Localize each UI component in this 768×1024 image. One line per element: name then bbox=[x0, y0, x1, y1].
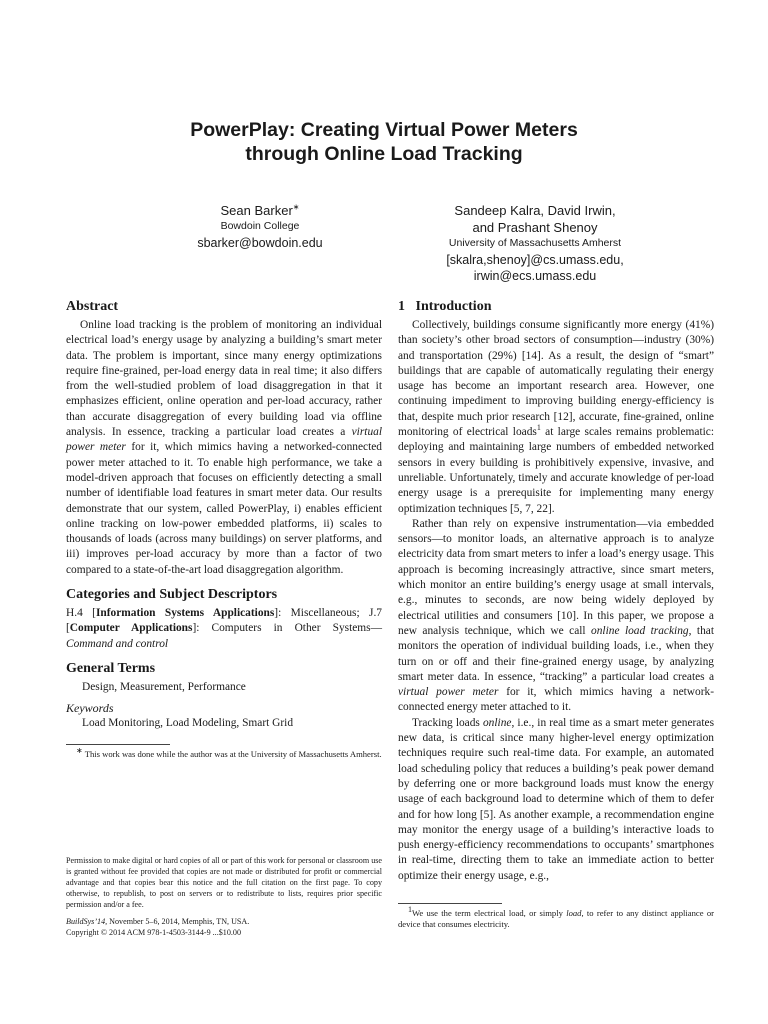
introduction-heading bbox=[398, 298, 714, 316]
author-name-text: Sean Barker bbox=[220, 203, 293, 218]
categories-part-1: H.4 [ bbox=[66, 607, 96, 620]
intro-footnote-text-a: We use the term electrical load, or simply bbox=[412, 908, 567, 918]
intro-p2-text-a: Rather than rely on expensive instrumentation—via embedded sensors—to monitor loads, an alternative approach is to analyze electricity data from smart meters to infer a load’s energy usage. This approach is becoming increasingly attractive, since smart meters, which monitor an entire building’s energy usage at small intervals, e.g., minutes to seconds, are now being widely deployed by electrical utilities and consumers [10]. In this paper, we propose a new analysis technique, which we call bbox=[398, 517, 714, 637]
categories-heading: Categories and Subject Descriptors bbox=[66, 587, 278, 603]
categories-text bbox=[66, 606, 382, 652]
section-title: Introduction bbox=[415, 299, 492, 314]
intro-p1-text-a: Collectively, buildings consume significantly more energy (41%) than society’s other broad sectors of consumption—industry (30%) and transportation (29%) [14]. As a result, the design of “smart” buildings that are capable of automatically regulating their energy usage has become an important research area. However, one continuing impediment to improving building energy-efficiency is that, despite much prior research [12], accurate, fine-grained, online monitoring of electrical loads bbox=[398, 319, 714, 439]
general-terms-text: Design, Measurement, Performance bbox=[82, 680, 246, 693]
permission-text: Permission to make digital or hard copies of all or part of this work for personal or classroom use is granted without fee provided that copies are not made or distributed for profit or commercial advantage and that copies bear this notice and the full citation on the first page. To copy otherwise, to republish, to post on servers or to redistribute to lists, requires prior specific permission and/or a fee. bbox=[66, 856, 382, 909]
general-terms-heading: General Terms bbox=[66, 660, 156, 676]
paper-title bbox=[0, 118, 768, 166]
intro-p3-text-a: Tracking loads bbox=[412, 716, 483, 729]
conference-name: BuildSys’14, bbox=[66, 917, 108, 926]
intro-p2-italic-2: virtual power meter bbox=[398, 686, 499, 699]
categories-italic: Command and control bbox=[66, 637, 169, 650]
title-line-2: through Online Load Tracking bbox=[245, 143, 523, 165]
author-name bbox=[150, 202, 370, 219]
section-number: 1 bbox=[398, 299, 405, 314]
footnote-ref: 1 bbox=[536, 423, 541, 433]
intro-p2-italic-1: online load tracking bbox=[591, 624, 689, 637]
intro-footnote-italic: load bbox=[566, 908, 582, 918]
author-email-line-1: [skalra,shenoy]@cs.umass.edu, bbox=[446, 253, 624, 267]
author-names-line-2: and Prashant Shenoy bbox=[472, 220, 598, 235]
categories-bold-1: Information Systems Applications bbox=[95, 607, 275, 620]
author-block-right bbox=[400, 202, 670, 284]
title-line-1: PowerPlay: Creating Virtual Power Meters bbox=[190, 119, 578, 141]
intro-p3-italic: online bbox=[482, 716, 512, 729]
author-footnote-mark: ∗ bbox=[76, 745, 83, 755]
author-footnote bbox=[66, 745, 382, 760]
footnote-rule bbox=[66, 744, 170, 745]
intro-footnote-mark: 1 bbox=[408, 905, 412, 915]
conference-details: November 5–6, 2014, Memphis, TN, USA. bbox=[107, 917, 250, 926]
author-block-left bbox=[150, 202, 370, 251]
author-footnote-text: This work was done while the author was at the University of Massachusetts Amherst. bbox=[84, 748, 382, 759]
left-column bbox=[66, 298, 382, 760]
footnote-rule bbox=[398, 903, 502, 904]
right-column bbox=[398, 298, 714, 884]
right-column-footnote bbox=[398, 903, 714, 930]
conference-line bbox=[66, 916, 382, 927]
intro-p3-text-b: , i.e., in real time as a smart meter generates new data, is critical since many higher-level energy optimization techniques require such real-time data. For example, an automated load scheduling policy that reduces a building’s peak power demand by deferring one or more background loads must know the energy usage of each background load to determine which of them to defer and for how long [5]. As another example, a recommendation engine may monitor the energy usage of a building’s interactive loads to push energy-efficiency recommendations to occupants’ smartphones in real-time, directing them to take an immediate action to better optimize their energy usage, e.g., bbox=[398, 716, 715, 882]
intro-p2-text-b: , that monitors the operation of individual building loads, i.e., when they turn on or off and their fine-grained energy usage, by analyzing smart meter data. In essence, “tracking” a particular load creates a bbox=[398, 624, 714, 683]
intro-paragraph-1 bbox=[398, 318, 714, 517]
keywords-text: Load Monitoring, Load Modeling, Smart Grid bbox=[82, 717, 294, 730]
intro-p1-text-b: at large scales remains problematic: deploying and maintaining large numbers of embedded networked sensors in every building is prohibitively expensive, invasive, and unreliable. Unfortunately, timely and accurate knowledge of per-load energy usage is a prerequisite for implementing many energy optimization techniques [5, 7, 22]. bbox=[398, 426, 714, 515]
author-email: sbarker@bowdoin.edu bbox=[197, 236, 323, 250]
permission-notice bbox=[66, 855, 382, 938]
abstract-heading: Abstract bbox=[66, 299, 119, 314]
author-affiliation: Bowdoin College bbox=[220, 220, 300, 232]
abstract-italic-term: virtual power meter bbox=[66, 426, 382, 454]
categories-part-3: ]: Computers in Other Systems— bbox=[192, 622, 382, 635]
abstract-text bbox=[66, 318, 382, 578]
intro-paragraph-2 bbox=[398, 517, 714, 716]
author-email-line-2: irwin@ecs.umass.edu bbox=[473, 269, 597, 283]
author-names-line-1: Sandeep Kalra, David Irwin, bbox=[454, 203, 616, 218]
abstract-text-a: Online load tracking is the problem of monitoring an individual electrical load’s energy usage by analyzing a building’s smart meter data. The problem is important, since many energy optimizations require fine-grained, per-load energy data in real time; it also differs from the well-studied problem of load disaggregation in that it emphasizes efficient, online operation and per-load accuracy, rather than accurate disaggregation of every building load via offline analysis. In essence, tracking a particular load creates a bbox=[66, 319, 382, 439]
abstract-text-b: for it, which mimics having a networked-connected power meter attached to it. To enable high performance, we take a model-driven approach that focuses on efficiently detecting a small number of identifiable load features in smart meter data. Our results demonstrate that our system, called PowerPlay, i) enables efficient online tracking on low-power embedded platforms, ii) scales to thousands of loads (across many buildings) on server platforms, and iii) improves per-load accuracy by more than a factor of two compared to a state-of-the-art load disaggregation algorithm. bbox=[66, 441, 382, 576]
categories-part-2: ]: Miscellaneous; J.7 [ bbox=[66, 607, 383, 635]
author-footnote-marker: ∗ bbox=[292, 202, 300, 212]
author-affiliation: University of Massachusetts Amherst bbox=[448, 237, 622, 249]
intro-footnote-text-b: , to refer to any distinct appliance or device that consumes electricity. bbox=[398, 908, 714, 929]
keywords-heading: Keywords bbox=[66, 701, 114, 716]
intro-p2-text-c: for it, which mimics having a network-connected energy meter attached to it. bbox=[398, 686, 714, 714]
categories-bold-2: Computer Applications bbox=[69, 622, 193, 635]
intro-footnote bbox=[398, 905, 714, 930]
intro-paragraph-3 bbox=[398, 716, 714, 884]
copyright-line: Copyright © 2014 ACM 978-1-4503-3144-9 ...$10.00 bbox=[66, 928, 241, 937]
